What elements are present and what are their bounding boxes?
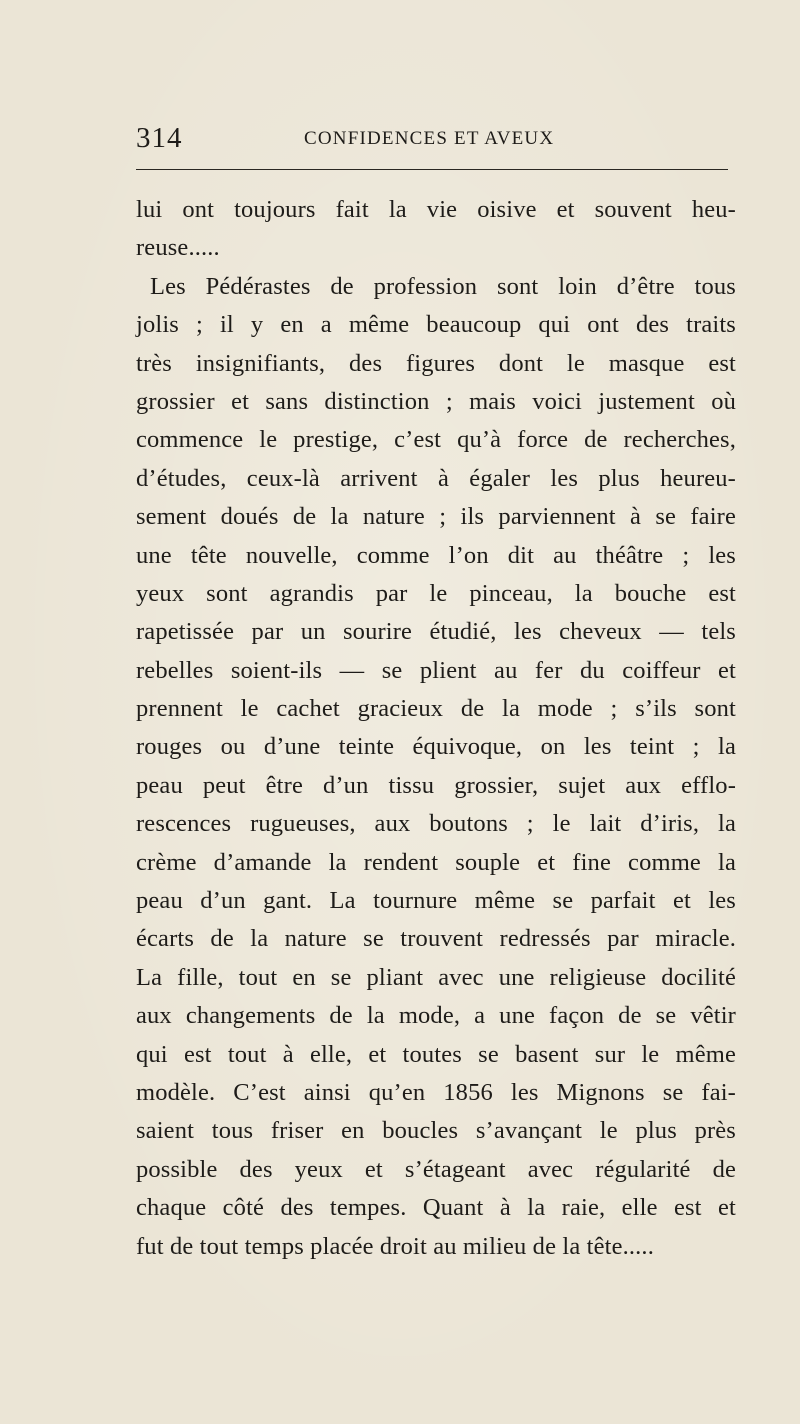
- text-line: peau d’un gant. La tournure même se parfait et les: [136, 887, 736, 915]
- text-line: Les Pédérastes de profession sont loin d’être tous: [150, 272, 736, 300]
- text-line: rapetissée par un sourire étudié, les cheveux — tels: [136, 618, 736, 646]
- text-line: une tête nouvelle, comme l’on dit au théâtre ; les: [136, 541, 736, 569]
- body-text: [136, 191, 736, 1266]
- text-line: écarts de la nature se trouvent redressés par miracle.: [136, 925, 736, 953]
- text-line: rescences rugueuses, aux boutons ; le lait d’iris, la: [136, 810, 736, 838]
- text-line: lui ont toujours fait la vie oisive et souvent heu-: [136, 196, 736, 223]
- text-line: reuse.....: [136, 234, 220, 262]
- text-line: qui est tout à elle, et toutes se basent sur le même: [136, 1040, 736, 1068]
- text-line: peau peut être d’un tissu grossier, sujet aux efflo-: [136, 771, 736, 799]
- text-line: fut de tout temps placée droit au milieu de la tête.....: [136, 1232, 654, 1260]
- text-line: d’études, ceux-là arrivent à égaler les plus heureu-: [136, 464, 736, 492]
- text-line: chaque côté des tempes. Quant à la raie, elle est et: [136, 1194, 736, 1222]
- page-header: [136, 120, 728, 160]
- text-line: aux changements de la mode, a une façon de se vêtir: [136, 1002, 736, 1030]
- page-number: 314: [136, 122, 183, 154]
- text-line: crème d’amande la rendent souple et fine comme la: [136, 848, 736, 876]
- text-line: très insignifiants, des figures dont le masque est: [136, 349, 736, 377]
- text-line: jolis ; il y en a même beaucoup qui ont des traits: [136, 311, 736, 339]
- text-line: La fille, tout en se pliant avec une religieuse docilité: [136, 963, 736, 991]
- text-line: modèle. C’est ainsi qu’en 1856 les Mignons se fai-: [136, 1078, 736, 1106]
- text-line: grossier et sans distinction ; mais voici justement où: [136, 387, 736, 415]
- text-line: prennent le cachet gracieux de la mode ; s’ils sont: [136, 695, 736, 723]
- text-line: rouges ou d’une teinte équivoque, on les teint ; la: [136, 733, 736, 761]
- text-line: saient tous friser en boucles s’avançant le plus près: [136, 1117, 736, 1145]
- running-title: CONFIDENCES ET AVEUX: [304, 128, 555, 149]
- text-line: possible des yeux et s’étageant avec régularité de: [136, 1155, 736, 1183]
- text-line: commence le prestige, c’est qu’à force de recherches,: [136, 426, 736, 454]
- header-rule: [136, 169, 728, 170]
- text-line: sement doués de la nature ; ils parviennent à se faire: [136, 503, 736, 531]
- text-line: yeux sont agrandis par le pinceau, la bouche est: [136, 579, 736, 607]
- text-line: rebelles soient-ils — se plient au fer du coiffeur et: [136, 656, 736, 684]
